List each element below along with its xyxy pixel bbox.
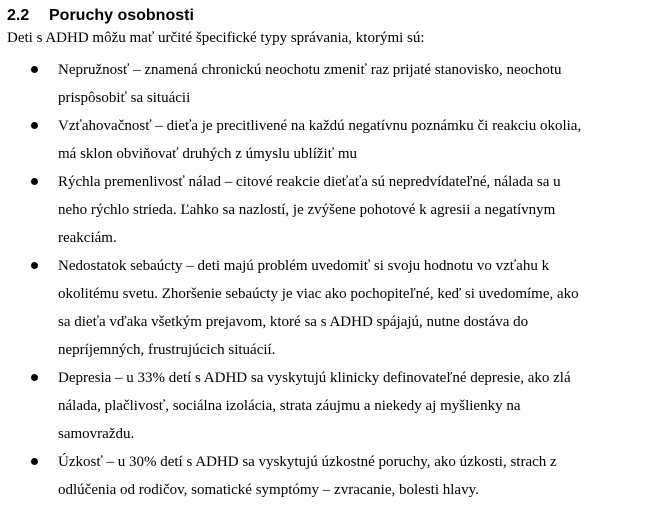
section-heading xyxy=(7,6,194,26)
list-item-line: Nepružnosť – znamená chronickú neochotu zmeniť raz prijaté stanovisko, neochotu xyxy=(58,62,562,78)
list-item xyxy=(0,56,646,112)
list-item xyxy=(0,364,646,448)
list-item-line: Úzkosť – u 30% detí s ADHD sa vyskytujú úzkostné poruchy, ako úzkosti, strach z xyxy=(58,454,557,470)
bullet-icon xyxy=(31,122,38,129)
list-item-line: okolitému svetu. Zhoršenie sebaúcty je viac ako pochopiteľné, keď si uvedomíme, ako xyxy=(58,286,579,302)
list-item xyxy=(0,448,646,504)
bullet-icon xyxy=(31,178,38,185)
bullet-icon xyxy=(31,374,38,381)
list-item-line: sa dieťa vďaka všetkým prejavom, ktoré sa s ADHD spájajú, nutne dostáva do xyxy=(58,314,529,330)
list-item-line: Nedostatok sebaúcty – deti majú problém uvedomiť si svoju hodnotu vo vzťahu k xyxy=(58,258,550,274)
list-item-line: Vzťahovačnosť – dieťa je precitlivené na každú negatívnu poznámku či reakciu okolia, xyxy=(58,118,582,134)
list-item-line: prispôsobiť sa situácii xyxy=(58,90,191,106)
bullet-icon xyxy=(31,66,38,73)
bullet-icon xyxy=(31,262,38,269)
list-item-line: reakciám. xyxy=(58,230,117,246)
bullet-icon xyxy=(31,458,38,465)
list-item-line: odlúčenia od rodičov, somatické symptómy – zvracanie, bolesti hlavy. xyxy=(58,482,479,498)
list-item-line: Rýchla premenlivosť nálad – citové reakcie dieťaťa sú nepredvídateľné, nálada sa u xyxy=(58,174,561,190)
list-item-line: Depresia – u 33% detí s ADHD sa vyskytujú klinicky definovateľné depresie, ako zlá xyxy=(58,370,571,386)
list-item-line: má sklon obviňovať druhých z úmyslu ublížiť mu xyxy=(58,146,358,162)
list-item xyxy=(0,168,646,252)
list-item-line: nálada, plačlivosť, sociálna izolácia, strata záujmu a niekedy aj myšlienky na xyxy=(58,398,521,414)
section-title: Poruchy osobnosti xyxy=(49,7,194,24)
list-item-line: samovraždu. xyxy=(58,426,135,442)
list-item xyxy=(0,112,646,168)
intro-paragraph: Deti s ADHD môžu mať určité špecifické typy správania, ktorými sú: xyxy=(7,30,425,46)
list-item-line: nepríjemných, frustrujúcich situácií. xyxy=(58,342,276,358)
bullet-list xyxy=(0,56,646,504)
section-number: 2.2 xyxy=(7,7,30,24)
list-item-line: neho rýchlo strieda. Ľahko sa nazlostí, je zvýšene pohotové k agresii a negatívnym xyxy=(58,202,556,218)
list-item xyxy=(0,252,646,364)
